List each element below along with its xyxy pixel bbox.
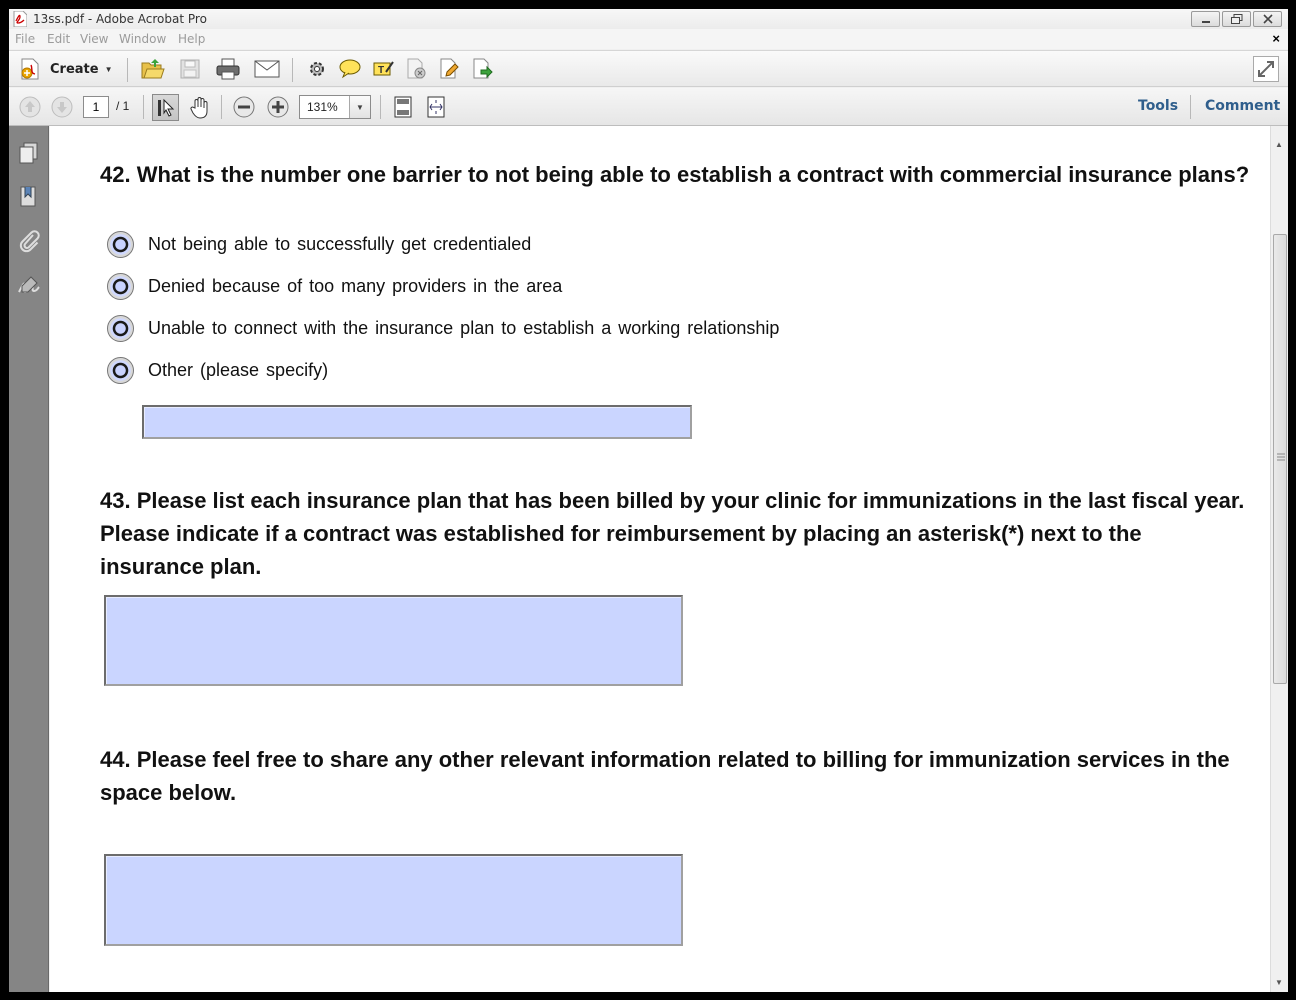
scroll-thumb[interactable] <box>1273 234 1287 684</box>
fit-page-icon <box>393 96 413 118</box>
print-button[interactable] <box>215 56 241 82</box>
question-42-text: 42. What is the number one barrier to not being able to establish a contract with commercial insurance plans? <box>100 162 1250 187</box>
create-pdf-icon <box>19 57 41 81</box>
scroll-down-icon[interactable]: ▼ <box>1275 978 1283 987</box>
quick-tools-toolbar <box>9 50 1288 87</box>
bookmarks-icon[interactable] <box>17 185 41 209</box>
close-document-button[interactable]: × <box>1272 31 1280 46</box>
close-icon <box>1263 14 1273 24</box>
menu-bar <box>9 29 1288 49</box>
highlighter-icon <box>372 58 394 80</box>
fit-width-button[interactable] <box>423 94 449 120</box>
zoom-value: 131% <box>307 100 338 114</box>
radio-button[interactable] <box>107 231 134 258</box>
pdf-file-icon <box>13 11 27 27</box>
signatures-icon[interactable] <box>17 273 41 297</box>
full-screen-button[interactable] <box>1253 56 1279 82</box>
toolbar-divider <box>1190 95 1191 119</box>
radio-button[interactable] <box>107 357 134 384</box>
select-tool-button[interactable] <box>152 94 179 121</box>
expand-icon <box>1257 60 1275 78</box>
navigation-pane <box>9 126 49 992</box>
send-button[interactable] <box>469 56 495 82</box>
comment-button[interactable] <box>337 56 363 82</box>
menu-edit[interactable]: Edit <box>47 32 71 46</box>
q43-insurance-plans-field[interactable] <box>104 595 683 686</box>
create-button[interactable] <box>19 56 113 82</box>
document-send-icon <box>471 58 493 80</box>
restore-icon <box>1231 14 1243 24</box>
radio-button[interactable] <box>107 273 134 300</box>
speech-bubble-icon <box>339 59 361 79</box>
q42-option-3-label: Unable to connect with the insurance plan to establish a working relationship <box>148 317 780 338</box>
toolbar-divider <box>380 95 381 119</box>
q42-option-2-label: Denied because of too many providers in the area <box>148 275 563 296</box>
gear-icon <box>307 59 327 79</box>
question-44-text: 44. Please feel free to share any other relevant information related to billing for immunization services in the space below. <box>100 747 1230 805</box>
minimize-icon <box>1201 15 1211 23</box>
arrow-down-icon <box>51 96 73 118</box>
previous-page-button[interactable] <box>18 95 42 119</box>
q44-other-information-field[interactable] <box>104 854 683 946</box>
window-title: 13ss.pdf - Adobe Acrobat Pro <box>33 12 207 26</box>
save-button[interactable] <box>177 56 203 82</box>
open-button[interactable] <box>140 56 166 82</box>
toolbar-divider <box>127 58 128 82</box>
menu-help[interactable]: Help <box>178 32 206 46</box>
grip-icon <box>1277 453 1285 461</box>
q42-other-specify-field[interactable] <box>142 405 692 439</box>
cursor-icon <box>156 98 176 118</box>
vertical-scrollbar[interactable] <box>1270 126 1288 992</box>
menu-window[interactable]: Window <box>119 32 167 46</box>
attachments-icon[interactable] <box>17 229 41 253</box>
q42-option-1-label: Not being able to successfully get credentialed <box>148 233 532 254</box>
restore-button[interactable] <box>1222 11 1251 27</box>
document-sign-icon <box>405 58 427 80</box>
zoom-dropdown-button[interactable] <box>349 96 370 118</box>
q42-option-4-label: Other (please specify) <box>148 359 329 380</box>
create-label: Create <box>50 61 99 77</box>
svg-text:T: T <box>378 65 385 76</box>
fit-width-icon <box>426 96 446 118</box>
toolbar-divider <box>143 95 144 119</box>
plus-circle-icon <box>267 96 289 118</box>
zoom-select[interactable] <box>299 95 371 119</box>
menu-view[interactable]: View <box>80 32 109 46</box>
hand-icon <box>190 97 210 119</box>
q42-option-3[interactable] <box>107 313 779 343</box>
next-page-button[interactable] <box>50 95 74 119</box>
scroll-up-icon[interactable]: ▲ <box>1275 140 1283 149</box>
q42-option-4[interactable] <box>107 355 328 385</box>
chevron-down-icon: ▼ <box>356 102 364 112</box>
acrobat-window <box>9 9 1288 992</box>
envelope-icon <box>254 60 280 78</box>
page-count: / 1 <box>116 99 130 113</box>
fit-page-button[interactable] <box>390 94 416 120</box>
zoom-in-button[interactable] <box>265 94 291 120</box>
toolbar-divider <box>221 95 222 119</box>
review-button[interactable] <box>436 56 462 82</box>
radio-button[interactable] <box>107 315 134 342</box>
toolbar-divider <box>292 58 293 82</box>
question-43-text: 43. Please list each insurance plan that has been billed by your clinic for immunizations in the last fiscal year. Please indicate if a contract was established for reimbursement by placing an asterisk(*) next to the insurance plan. <box>100 488 1245 579</box>
menu-file[interactable]: File <box>15 32 36 46</box>
title-bar <box>9 9 1288 29</box>
open-folder-icon <box>141 58 165 80</box>
close-window-button[interactable] <box>1253 11 1282 27</box>
arrow-up-icon <box>19 96 41 118</box>
highlight-button[interactable] <box>370 56 396 82</box>
email-button[interactable] <box>253 56 281 82</box>
settings-button[interactable] <box>304 56 330 82</box>
q42-option-2[interactable] <box>107 271 562 301</box>
comment-pane-link[interactable]: Comment <box>1205 98 1281 114</box>
q42-option-1[interactable] <box>107 229 531 259</box>
printer-icon <box>216 58 240 80</box>
document-page <box>50 126 1270 992</box>
document-edit-icon <box>438 58 460 80</box>
save-disk-icon <box>179 58 201 80</box>
page-number-input[interactable]: 1 <box>83 96 109 118</box>
hand-tool-button[interactable] <box>186 94 213 121</box>
sign-button[interactable] <box>403 56 429 82</box>
page-thumbnails-icon[interactable] <box>17 141 41 165</box>
chevron-down-icon: ▼ <box>104 64 113 74</box>
minus-circle-icon <box>233 96 255 118</box>
tools-pane-link[interactable]: Tools <box>1138 98 1179 114</box>
minimize-button[interactable] <box>1191 11 1220 27</box>
zoom-out-button[interactable] <box>231 94 257 120</box>
